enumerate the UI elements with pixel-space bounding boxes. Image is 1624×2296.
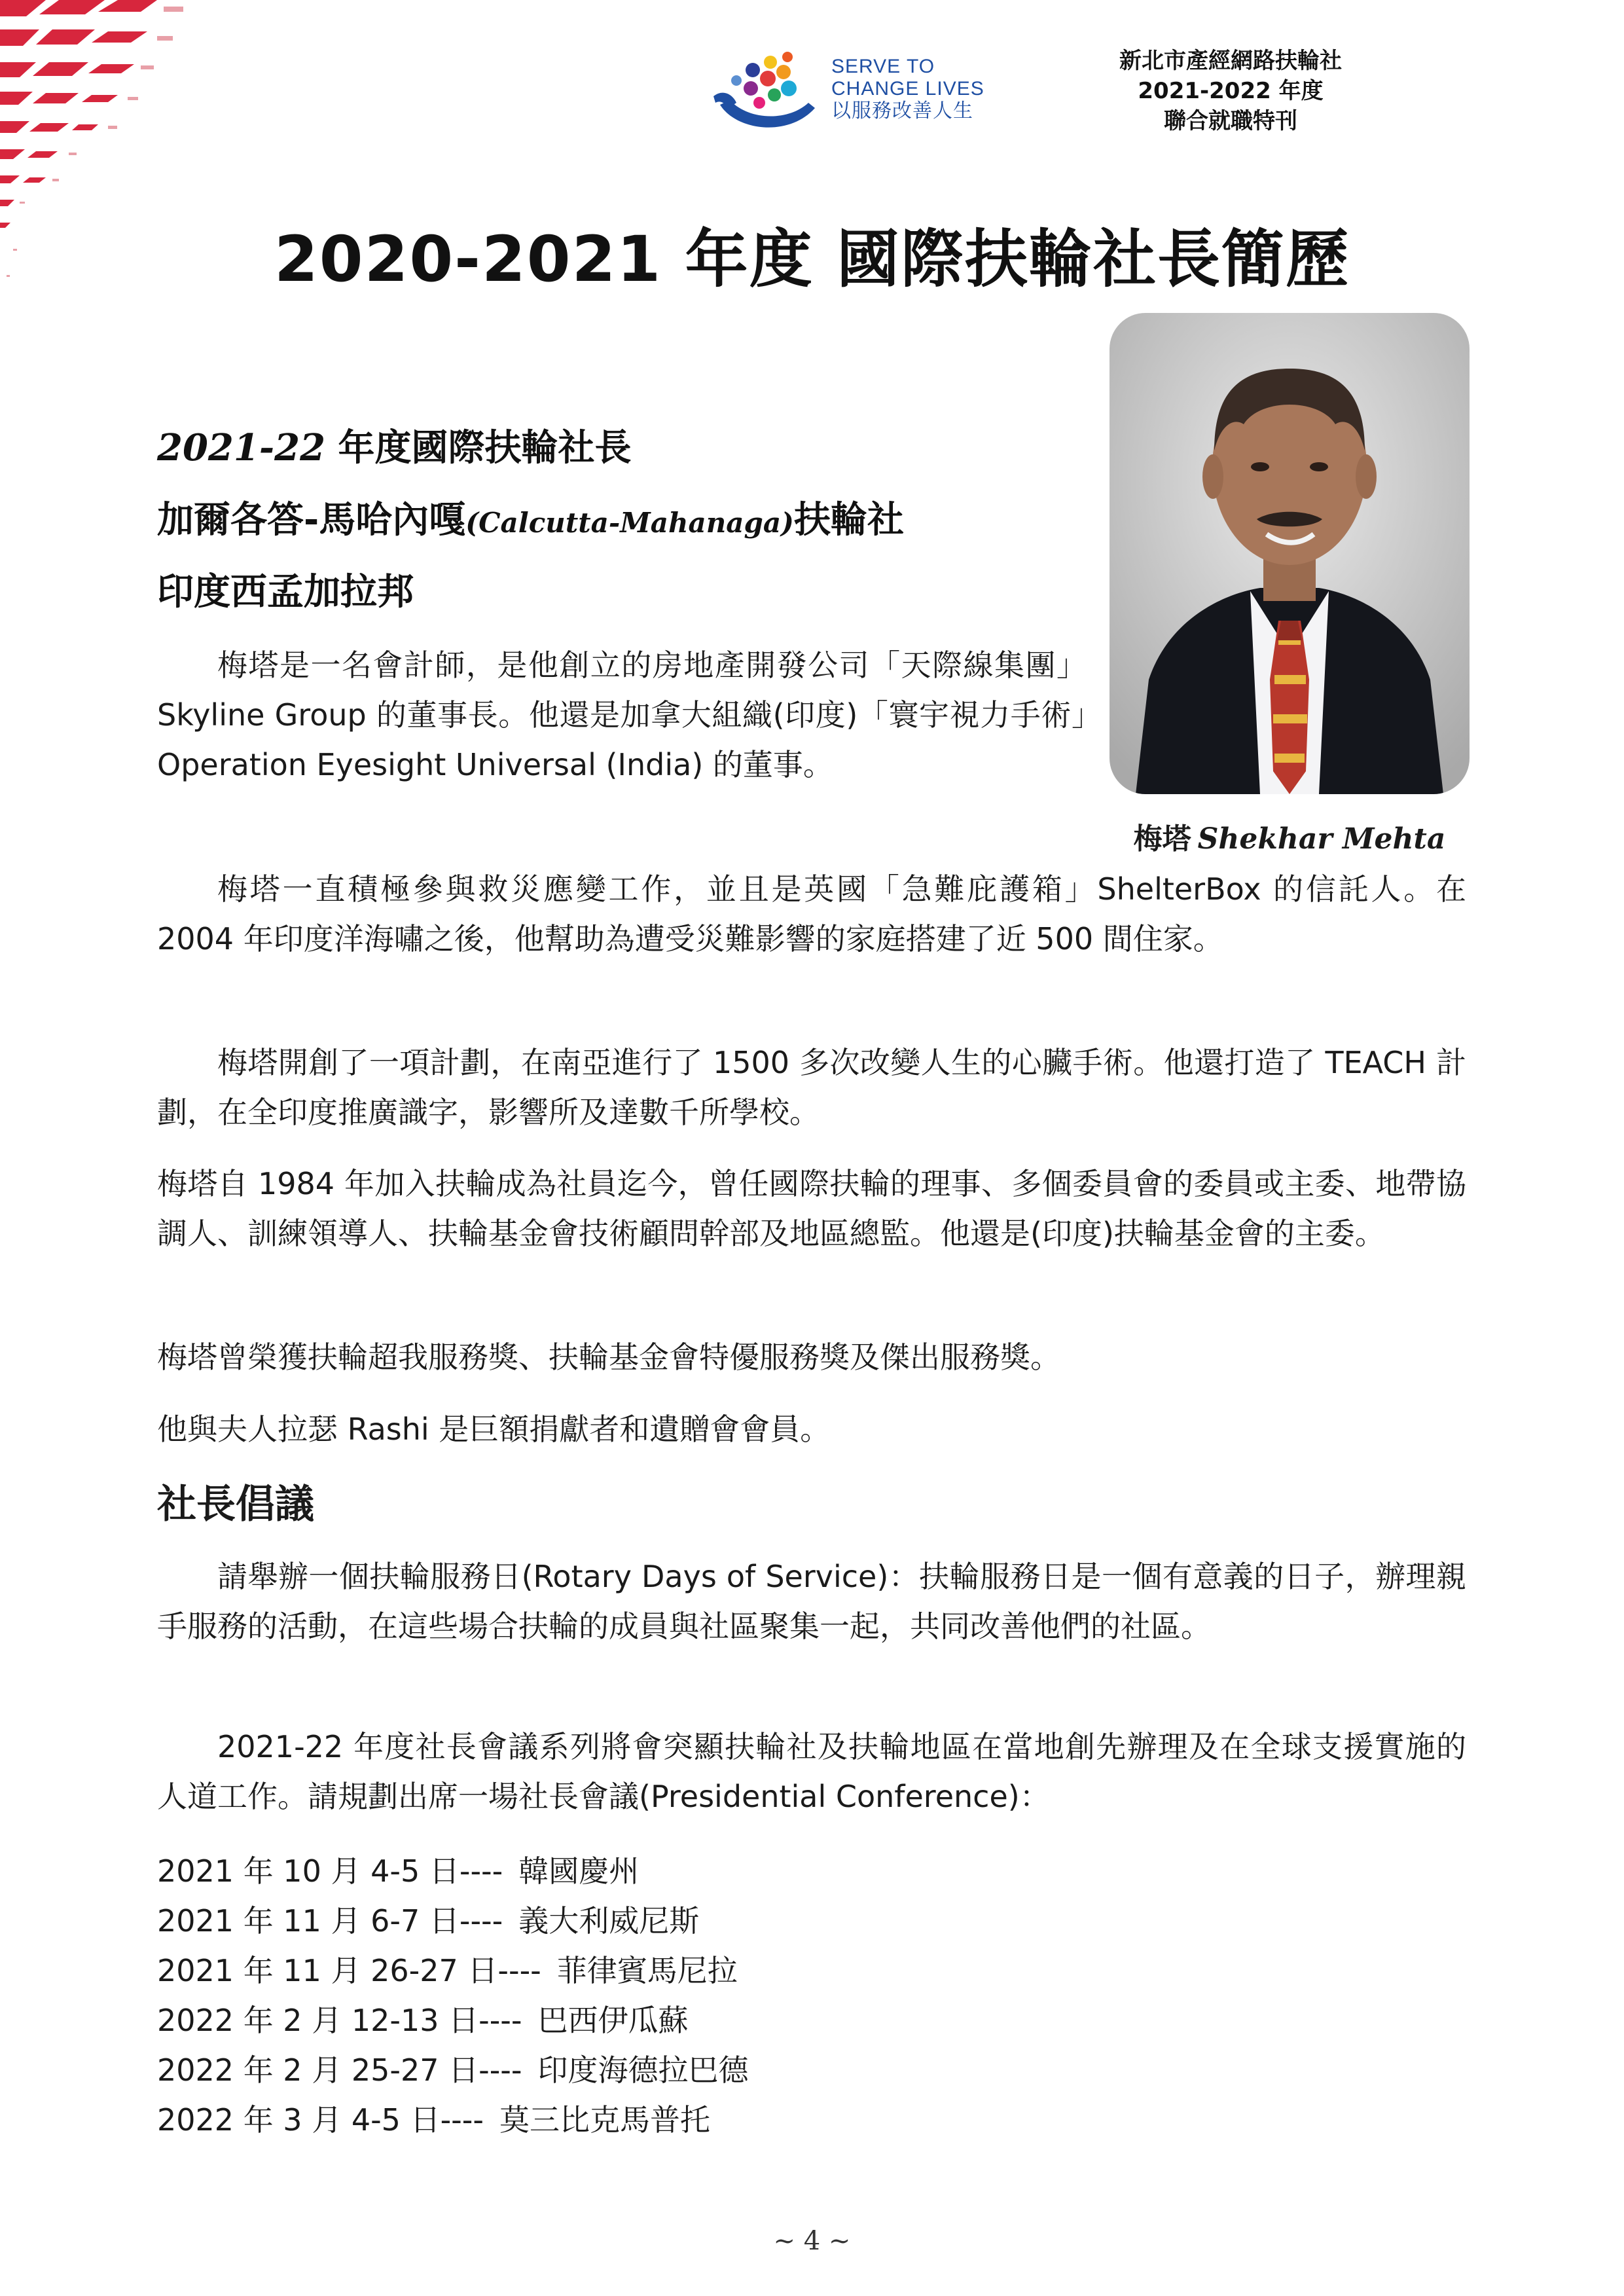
conference-place: 巴西伊瓜蘇 <box>537 2003 689 2038</box>
conference-date: 2021 年 10 月 4-5 日---- <box>157 1853 503 1889</box>
conference-item <box>157 2045 749 2095</box>
conference-list <box>157 1846 749 2145</box>
conference-place: 菲律賓馬尼拉 <box>556 1953 738 1988</box>
hands-globe-icon <box>710 43 821 141</box>
page-number: ~ 4 ~ <box>773 2226 851 2256</box>
caption-name-en: Shekhar Mehta <box>1197 822 1446 856</box>
conference-item <box>157 1846 749 1896</box>
conference-place: 義大利威尼斯 <box>518 1903 700 1939</box>
subhead-club-suffix: 扶輪社 <box>793 499 904 541</box>
bio-paragraph-4: 梅塔自 1984 年加入扶輪成為社員迄今，曾任國際扶輪的理事、多個委員會的委員或主委、地帶協調人、訓練領導人、扶輪基金會技術顧問幹部及地區總監。他還是(印度)扶輪基金會的主委。 <box>157 1166 1466 1251</box>
page-title: 2020-2021 年度 國際扶輪社長簡歷 <box>274 223 1350 296</box>
conference-place: 韓國慶州 <box>518 1853 640 1889</box>
subhead-club-zh: 加爾各答-馬哈內嘎 <box>157 499 466 541</box>
conference-item <box>157 1946 749 1995</box>
logo-line-2: CHANGE LIVES <box>831 78 984 100</box>
conference-date: 2021 年 11 月 26-27 日---- <box>157 1953 541 1988</box>
bio-paragraph-3: 梅塔開創了一項計劃，在南亞進行了 1500 多次改變人生的心臟手術。他還打造了 TEACH 計劃，在全印度推廣識字，影響所及達數千所學校。 <box>157 1045 1466 1130</box>
conference-date: 2022 年 2 月 12-13 日---- <box>157 2003 522 2038</box>
rotary-theme-logo <box>710 36 992 147</box>
conference-place: 莫三比克馬普托 <box>499 2102 710 2138</box>
conference-date: 2022 年 3 月 4-5 日---- <box>157 2102 484 2138</box>
initiatives-heading: 社長倡議 <box>157 1482 314 1527</box>
caption-name-zh: 梅塔 <box>1133 822 1191 856</box>
conference-item <box>157 1995 749 2045</box>
subhead-president-title <box>157 419 632 471</box>
logo-text <box>831 56 984 122</box>
bio-paragraph-2: 梅塔一直積極參與救災應變工作，並且是英國「急難庇護箱」ShelterBox 的信託人。在 2004 年印度洋海嘯之後，他幫助為遭受災難影響的家庭搭建了近 500 間住家。 <box>157 871 1466 957</box>
logo-line-1: SERVE TO <box>831 56 935 77</box>
initiatives-paragraph-2: 2021-22 年度社長會議系列將會突顯扶輪社及扶輪地區在當地創先辦理及在全球支援實施的人道工作。請規劃出席一場社長會議(Presidential Conference)： <box>157 1729 1466 1814</box>
logo-line-3: 以服務改善人生 <box>831 100 973 122</box>
subhead-club-en: (Calcutta-Mahanaga) <box>465 507 794 539</box>
conference-place: 印度海德拉巴德 <box>537 2052 749 2088</box>
portrait-photo <box>1110 313 1470 794</box>
conference-date: 2022 年 2 月 25-27 日---- <box>157 2052 522 2088</box>
bio-paragraph-5: 梅塔曾榮獲扶輪超我服務獎、扶輪基金會特優服務獎及傑出服務獎。 <box>157 1339 1060 1375</box>
conference-date: 2021 年 11 月 6-7 日---- <box>157 1903 503 1939</box>
year-label: 2021-2022 年度 <box>1138 78 1324 104</box>
subhead-region: 印度西孟加拉邦 <box>157 571 414 613</box>
subhead-title-text: 年度國際扶輪社長 <box>325 427 632 469</box>
subhead-year: 2021-22 <box>157 426 326 469</box>
initiatives-paragraph-1: 請舉辦一個扶輪服務日(Rotary Days of Service)：扶輪服務日是一個有意義的日子，辦理親手服務的活動，在這些場合扶輪的成員與社區聚集一起，共同改善他們的社區。 <box>157 1559 1466 1644</box>
conference-item <box>157 2095 749 2145</box>
bio-paragraph-6: 他與夫人拉瑟 Rashi 是巨額捐獻者和遺贈會會員。 <box>157 1412 831 1447</box>
issue-name: 聯合就職特刊 <box>1164 108 1297 134</box>
club-name: 新北市產經網路扶輪社 <box>1119 48 1342 74</box>
photo-caption <box>1110 815 1470 857</box>
publication-header <box>1080 46 1381 136</box>
subhead-club <box>157 491 904 543</box>
conference-item <box>157 1896 749 1946</box>
bio-paragraph-1: 梅塔是一名會計師，是他創立的房地產開發公司「天際線集團」Skyline Group 的董事長。他還是加拿大組織(印度)「寰宇視力手術」Operation Eyesight Universal (India) 的董事。 <box>157 647 1087 782</box>
